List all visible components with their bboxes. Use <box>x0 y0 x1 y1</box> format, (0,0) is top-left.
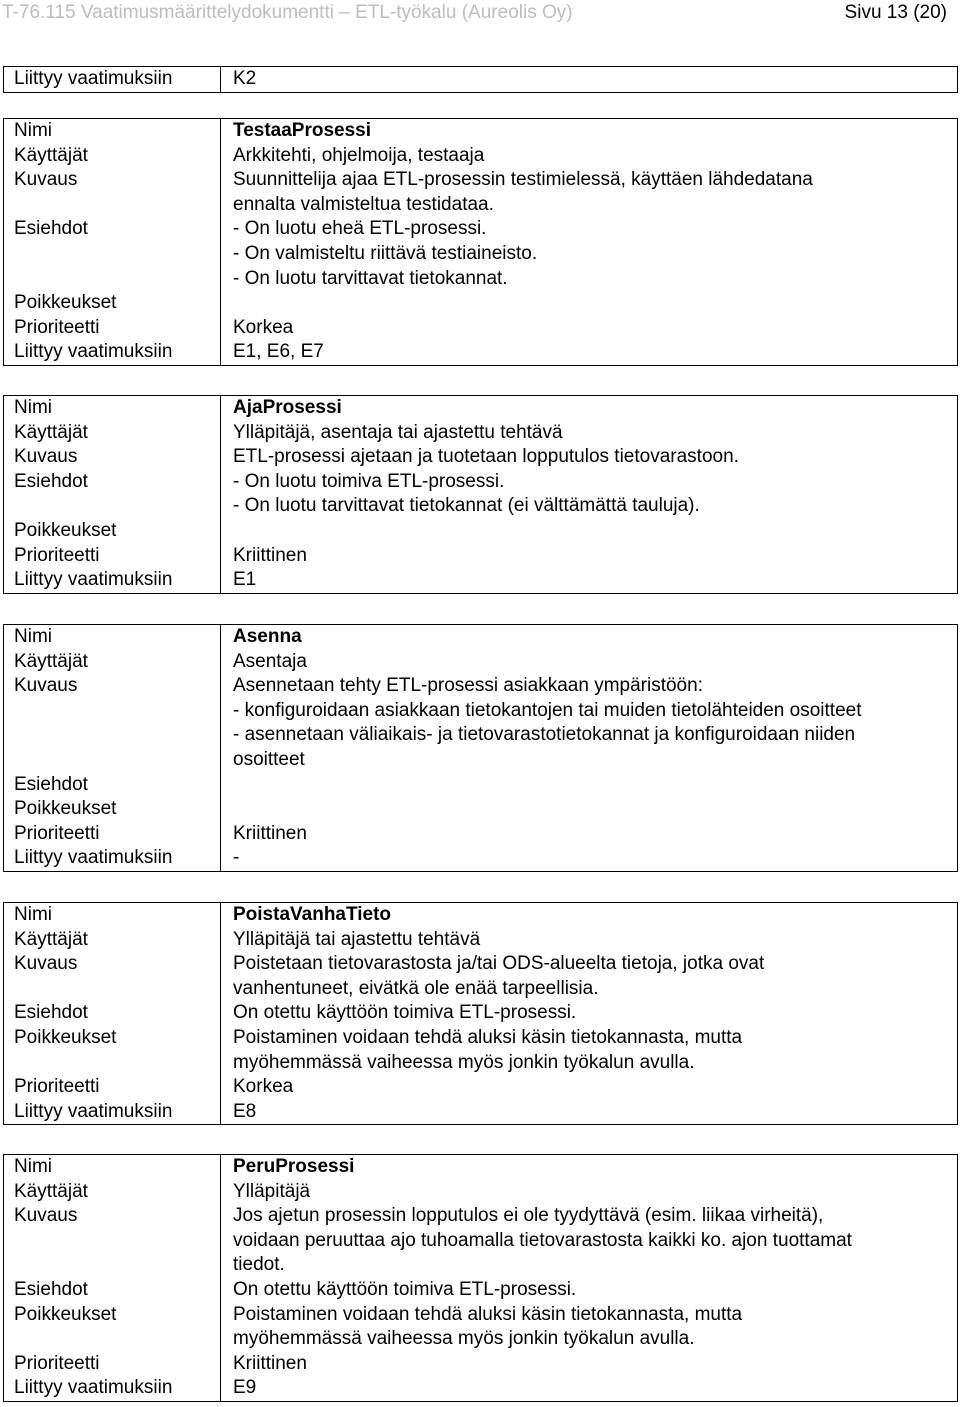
row-preconditions <box>4 1278 958 1303</box>
requirement-table <box>3 395 958 594</box>
value-preconditions <box>221 773 958 798</box>
requirement-table <box>3 902 958 1125</box>
preconditions-line: - On luotu toimiva ETL-prosessi. <box>233 470 505 492</box>
label-related: Liittyy vaatimuksiin <box>4 1100 221 1125</box>
row-preconditions <box>4 470 958 519</box>
row-description <box>4 952 958 1001</box>
label-priority: Prioriteetti <box>4 1352 221 1377</box>
label-priority: Prioriteetti <box>4 1075 221 1100</box>
label-description: Kuvaus <box>4 1204 221 1278</box>
value-related: E1 <box>221 568 958 593</box>
row-description <box>4 445 958 470</box>
row-name <box>4 625 958 650</box>
label-related: Liittyy vaatimuksiin <box>4 67 221 93</box>
label-users: Käyttäjät <box>4 421 221 446</box>
row-description <box>4 1204 958 1278</box>
value-exceptions <box>221 519 958 544</box>
label-preconditions: Esiehdot <box>4 1278 221 1303</box>
value-related: E8 <box>221 1100 958 1125</box>
exceptions-line: myöhemmässä vaiheessa myös jonkin työkalun avulla. <box>233 1051 695 1073</box>
value-name: PoistaVanhaTieto <box>221 903 958 928</box>
value-users: Asentaja <box>221 650 958 675</box>
description-line: osoitteet <box>233 748 305 770</box>
value-users: Ylläpitäjä <box>221 1180 958 1205</box>
value-priority: Kriittinen <box>221 1352 958 1377</box>
row-users <box>4 650 958 675</box>
description-line: - konfiguroidaan asiakkaan tietokantojen tai muiden tietolähteiden osoitteet <box>233 699 862 721</box>
description-line: tiedot. <box>233 1254 285 1276</box>
label-users: Käyttäjät <box>4 928 221 953</box>
label-preconditions: Esiehdot <box>4 1001 221 1026</box>
preconditions-line: On otettu käyttöön toimiva ETL-prosessi. <box>233 1002 577 1024</box>
value-name: TestaaProsessi <box>221 119 958 144</box>
value-exceptions <box>221 1026 958 1075</box>
description-line: voidaan peruuttaa ajo tuhoamalla tietovarastosta kaikki ko. ajon tuottamat <box>233 1229 852 1251</box>
description-line: Asennetaan tehty ETL-prosessi asiakkaan ympäristöön: <box>233 675 703 697</box>
value-priority: Kriittinen <box>221 822 958 847</box>
label-preconditions: Esiehdot <box>4 773 221 798</box>
label-priority: Prioriteetti <box>4 316 221 341</box>
label-preconditions: Esiehdot <box>4 217 221 291</box>
requirement-table <box>3 624 958 872</box>
row-related <box>4 568 958 593</box>
label-name: Nimi <box>4 903 221 928</box>
preconditions-line: - On luotu eheä ETL-prosessi. <box>233 218 487 240</box>
value-name: PeruProsessi <box>221 1155 958 1180</box>
value-related: E9 <box>221 1376 958 1401</box>
description-line: ennalta valmisteltua testidataa. <box>233 193 494 215</box>
row-name <box>4 903 958 928</box>
row-related <box>4 340 958 365</box>
value-priority: Korkea <box>221 316 958 341</box>
description-line: Suunnittelija ajaa ETL-prosessin testimielessä, käyttäen lähdedatana <box>233 169 813 191</box>
label-description: Kuvaus <box>4 445 221 470</box>
label-users: Käyttäjät <box>4 144 221 169</box>
row-name <box>4 119 958 144</box>
row-users <box>4 421 958 446</box>
value-priority: Korkea <box>221 1075 958 1100</box>
value-users: Ylläpitäjä tai ajastettu tehtävä <box>221 928 958 953</box>
value-users: Arkkitehti, ohjelmoija, testaaja <box>221 144 958 169</box>
row-users <box>4 928 958 953</box>
row-exceptions <box>4 291 958 316</box>
value-related: E1, E6, E7 <box>221 340 958 365</box>
label-description: Kuvaus <box>4 674 221 772</box>
row-users <box>4 144 958 169</box>
value-related: - <box>221 846 958 871</box>
row-related <box>4 846 958 871</box>
value-preconditions <box>221 1001 958 1026</box>
page-header <box>0 0 960 26</box>
row-priority <box>4 316 958 341</box>
row-related <box>4 1100 958 1125</box>
label-exceptions: Poikkeukset <box>4 1303 221 1352</box>
row-name <box>4 1155 958 1180</box>
label-name: Nimi <box>4 119 221 144</box>
label-name: Nimi <box>4 625 221 650</box>
row-priority <box>4 1075 958 1100</box>
preconditions-line: On otettu käyttöön toimiva ETL-prosessi. <box>233 1278 577 1300</box>
exceptions-line: Poistaminen voidaan tehdä aluksi käsin tietokannasta, mutta <box>233 1026 743 1048</box>
label-related: Liittyy vaatimuksiin <box>4 568 221 593</box>
row-priority <box>4 822 958 847</box>
row-related <box>4 67 958 93</box>
label-preconditions: Esiehdot <box>4 470 221 519</box>
preconditions-line: - On luotu tarvittavat tietokannat. <box>233 267 508 289</box>
row-description <box>4 674 958 772</box>
value-description <box>221 674 958 772</box>
document-title: T-76.115 Vaatimusmäärittelydokumentti – ETL-työkalu (Aureolis Oy) <box>2 2 573 23</box>
label-users: Käyttäjät <box>4 1180 221 1205</box>
value-exceptions <box>221 797 958 822</box>
value-users: Ylläpitäjä, asentaja tai ajastettu tehtävä <box>221 421 958 446</box>
label-related: Liittyy vaatimuksiin <box>4 1376 221 1401</box>
value-name: AjaProsessi <box>221 396 958 421</box>
row-exceptions <box>4 797 958 822</box>
description-line: ETL-prosessi ajetaan ja tuotetaan lopputulos tietovarastoon. <box>233 446 739 468</box>
label-exceptions: Poikkeukset <box>4 797 221 822</box>
value-exceptions <box>221 1303 958 1352</box>
value-description <box>221 1204 958 1278</box>
row-priority <box>4 544 958 569</box>
previous-requirement-table <box>3 66 958 93</box>
label-priority: Prioriteetti <box>4 544 221 569</box>
exceptions-line: myöhemmässä vaiheessa myös jonkin työkalun avulla. <box>233 1328 695 1350</box>
row-description <box>4 168 958 217</box>
exceptions-line: Poistaminen voidaan tehdä aluksi käsin tietokannasta, mutta <box>233 1303 743 1325</box>
description-line: Poistetaan tietovarastosta ja/tai ODS-alueelta tietoja, jotka ovat <box>233 953 765 975</box>
row-priority <box>4 1352 958 1377</box>
description-line: Jos ajetun prosessin lopputulos ei ole tyydyttävä (esim. liikaa virheitä), <box>233 1205 824 1227</box>
value-preconditions <box>221 470 958 519</box>
value-description <box>221 168 958 217</box>
row-name <box>4 396 958 421</box>
label-exceptions: Poikkeukset <box>4 291 221 316</box>
label-exceptions: Poikkeukset <box>4 519 221 544</box>
value-description <box>221 952 958 1001</box>
requirement-table <box>3 1154 958 1402</box>
row-preconditions <box>4 217 958 291</box>
value-exceptions <box>221 291 958 316</box>
value-preconditions <box>221 1278 958 1303</box>
label-name: Nimi <box>4 396 221 421</box>
label-description: Kuvaus <box>4 168 221 217</box>
label-exceptions: Poikkeukset <box>4 1026 221 1075</box>
row-related <box>4 1376 958 1401</box>
value-priority: Kriittinen <box>221 544 958 569</box>
value-description <box>221 445 958 470</box>
row-preconditions <box>4 1001 958 1026</box>
label-related: Liittyy vaatimuksiin <box>4 846 221 871</box>
row-exceptions <box>4 1026 958 1075</box>
label-related: Liittyy vaatimuksiin <box>4 340 221 365</box>
value-preconditions <box>221 217 958 291</box>
label-priority: Prioriteetti <box>4 822 221 847</box>
preconditions-line: - On valmisteltu riittävä testiaineisto. <box>233 242 538 264</box>
label-name: Nimi <box>4 1155 221 1180</box>
description-line: vanhentuneet, eivätkä ole enää tarpeellisia. <box>233 977 599 999</box>
row-preconditions <box>4 773 958 798</box>
row-exceptions <box>4 1303 958 1352</box>
value-related: K2 <box>221 67 958 93</box>
page-number: Sivu 13 (20) <box>844 2 947 23</box>
row-exceptions <box>4 519 958 544</box>
requirement-table <box>3 118 958 366</box>
label-description: Kuvaus <box>4 952 221 1001</box>
preconditions-line: - On luotu tarvittavat tietokannat (ei välttämättä tauluja). <box>233 495 700 517</box>
row-users <box>4 1180 958 1205</box>
description-line: - asennetaan väliaikais- ja tietovarastotietokannat ja konfiguroidaan niiden <box>233 724 856 746</box>
value-name: Asenna <box>221 625 958 650</box>
label-users: Käyttäjät <box>4 650 221 675</box>
